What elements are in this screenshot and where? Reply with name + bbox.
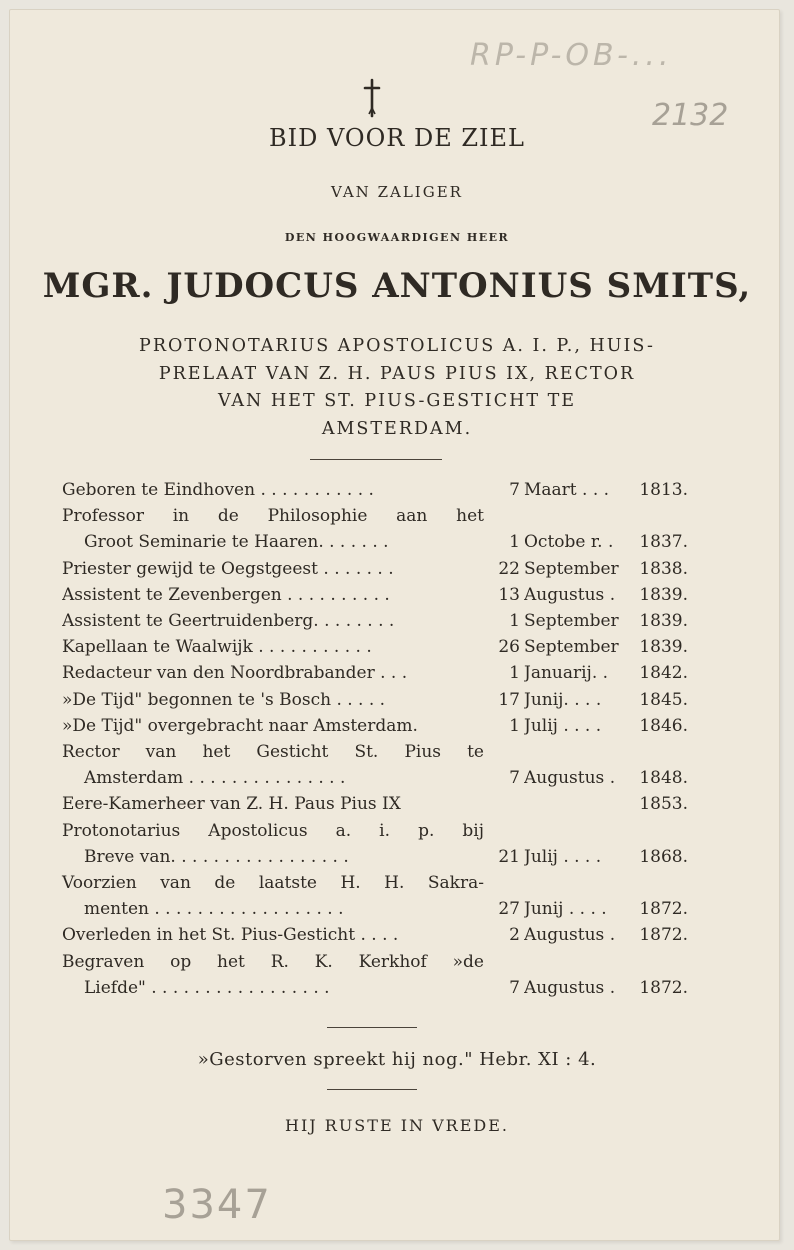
entry-event-line: menten . . . . . . . . . . . . . . . . . . <box>84 899 344 920</box>
entry-month: September <box>524 611 619 632</box>
entry-date <box>492 477 688 503</box>
entry-month: Augustus . <box>524 925 616 946</box>
entry-event-line: Liefde" . . . . . . . . . . . . . . . . . <box>84 977 330 998</box>
entry-day: 1 <box>509 663 520 684</box>
entry-event-line: Breve van. . . . . . . . . . . . . . . . . <box>84 846 349 867</box>
pencil-note-collection-mark: 2132 <box>652 98 729 133</box>
entry-event <box>62 739 492 791</box>
divider-rule <box>327 1027 417 1028</box>
entry-day: 13 <box>498 584 520 605</box>
biography-entry <box>62 687 688 713</box>
entry-year: 1842. <box>639 663 688 684</box>
entry-event: Geboren te Eindhoven . . . . . . . . . . . <box>62 480 374 500</box>
entry-year: 1845. <box>639 689 688 710</box>
entry-event: »De Tijd" begonnen te 's Bosch . . . . . <box>62 689 386 710</box>
biography-entry <box>62 922 688 948</box>
entry-day: 21 <box>498 846 520 867</box>
entry-date <box>492 582 688 608</box>
entry-year: 1872. <box>639 977 688 998</box>
biography-entry <box>62 949 688 1001</box>
entry-date <box>492 529 688 555</box>
entry-year: 1837. <box>639 532 688 553</box>
entry-year: 1868. <box>639 846 688 867</box>
pencil-note-archive-number: RP-P-OB-... <box>470 38 673 73</box>
biography-entry <box>62 713 688 739</box>
entry-event: Kapellaan te Waalwijk . . . . . . . . . . . <box>62 637 372 658</box>
entry-year: 1872. <box>639 925 688 946</box>
entry-event <box>62 818 492 870</box>
entry-date <box>492 660 688 686</box>
entry-date <box>492 687 688 713</box>
entry-month: Octobe r. . <box>524 532 614 553</box>
entry-day: 17 <box>498 689 520 710</box>
entry-month: Maart . . . <box>524 480 610 500</box>
entry-event-line: Rector van het Gesticht St. Pius te <box>62 742 484 763</box>
entry-event: Eere-Kamerheer van Z. H. Paus Pius IX <box>62 794 401 815</box>
heading-honorific: DEN HOOGWAARDIGEN HEER <box>284 231 510 244</box>
entry-event: Assistent te Geertruidenberg. . . . . . . . <box>62 611 395 632</box>
entry-day: 2 <box>509 925 520 946</box>
entry-event <box>62 503 492 555</box>
biography-entry <box>62 634 688 660</box>
entry-date <box>492 556 688 582</box>
entry-day: 1 <box>509 715 520 736</box>
entry-year: 1839. <box>639 584 688 605</box>
biography-entry <box>62 556 688 582</box>
entry-year: 1839. <box>639 637 688 658</box>
entry-date <box>492 791 688 817</box>
entry-event-line: Protonotarius Apostolicus a. i. p. bij <box>62 820 484 841</box>
deceased-name: MGR. JUDOCUS ANTONIUS SMITS, <box>42 266 752 306</box>
entry-month: September <box>524 558 619 579</box>
entry-month: Julij . . . . <box>524 846 602 867</box>
entry-event: Overleden in het St. Pius-Gesticht . . . . <box>62 925 399 946</box>
entry-day: 1 <box>509 532 520 553</box>
entry-month: Augustus . <box>524 977 616 998</box>
entry-event <box>62 870 492 922</box>
closing-line: HIJ RUSTE IN VREDE. <box>285 1116 509 1135</box>
biography-entry <box>62 477 688 503</box>
entry-event: Priester gewijd te Oegstgeest . . . . . . . <box>62 558 394 579</box>
entry-date <box>492 713 688 739</box>
entry-event-line: Groot Seminarie te Haaren. . . . . . . <box>84 532 389 553</box>
entry-event <box>62 949 492 1001</box>
entry-year: 1838. <box>639 558 688 579</box>
entry-day: 7 <box>509 977 520 998</box>
entry-month: Augustus . <box>524 768 616 789</box>
cross-icon <box>359 78 385 118</box>
entry-event: Assistent te Zevenbergen . . . . . . . . . . <box>62 584 390 605</box>
entry-year: 1839. <box>639 611 688 632</box>
entry-day: 7 <box>509 768 520 789</box>
biography-entry <box>62 870 688 922</box>
entry-month: Januarij. . <box>524 663 609 684</box>
biography-entry <box>62 582 688 608</box>
entry-day: 22 <box>498 558 520 579</box>
deceased-titles <box>0 333 794 443</box>
entry-event: »De Tijd" overgebracht naar Amsterdam. <box>62 715 418 736</box>
entry-event-line: Voorzien van de laatste H. H. Sakra- <box>62 873 484 894</box>
entry-day: 1 <box>509 611 520 632</box>
entry-date <box>492 634 688 660</box>
entry-event: Redacteur van den Noordbrabander . . . <box>62 663 408 684</box>
entry-event-line: Begraven op het R. K. Kerkhof »de <box>62 951 484 972</box>
biography-entry <box>62 791 688 817</box>
biography-entry <box>62 739 688 791</box>
entry-month: Junij. . . . <box>524 689 602 710</box>
entry-month: September <box>524 637 619 658</box>
biography-list <box>62 477 688 1001</box>
entry-year: 1813. <box>639 480 688 500</box>
entry-date <box>492 608 688 634</box>
heading-van-zaliger: VAN ZALIGER <box>331 183 463 201</box>
entry-month: Augustus . <box>524 584 616 605</box>
entry-year: 1853. <box>639 794 688 815</box>
entry-date <box>492 765 688 791</box>
entry-day: 27 <box>498 899 520 920</box>
entry-year: 1846. <box>639 715 688 736</box>
biography-entry <box>62 503 688 555</box>
entry-day: 26 <box>498 637 520 658</box>
biography-entry <box>62 660 688 686</box>
biography-entry <box>62 818 688 870</box>
entry-date <box>492 896 688 922</box>
pencil-note-inventory-number: 3347 <box>162 1182 272 1228</box>
title-line: AMSTERDAM. <box>321 418 473 439</box>
biography-entry <box>62 608 688 634</box>
entry-year: 1872. <box>639 899 688 920</box>
divider-rule <box>327 1089 417 1090</box>
title-line: PRELAAT VAN Z. H. PAUS PIUS IX, RECTOR <box>158 363 636 384</box>
entry-event-line: Amsterdam . . . . . . . . . . . . . . . <box>84 768 346 789</box>
entry-date <box>492 844 688 870</box>
entry-month: Julij . . . . <box>524 715 602 736</box>
scripture-quote: »Gestorven spreekt hij nog." Hebr. XI : 4. <box>197 1049 597 1070</box>
title-line: VAN HET ST. PIUS-GESTICHT TE <box>217 391 577 411</box>
title-line: PROTONOTARIUS APOSTOLICUS A. I. P., HUIS- <box>139 336 655 356</box>
entry-date <box>492 922 688 948</box>
divider-rule <box>310 459 442 460</box>
entry-event-line: Professor in de Philosophie aan het <box>62 506 484 527</box>
entry-day: 7 <box>509 480 520 500</box>
entry-month: Junij . . . . <box>524 899 607 920</box>
heading-pray: BID VOOR DE ZIEL <box>269 124 525 152</box>
entry-date <box>492 975 688 1001</box>
entry-year: 1848. <box>639 768 688 789</box>
